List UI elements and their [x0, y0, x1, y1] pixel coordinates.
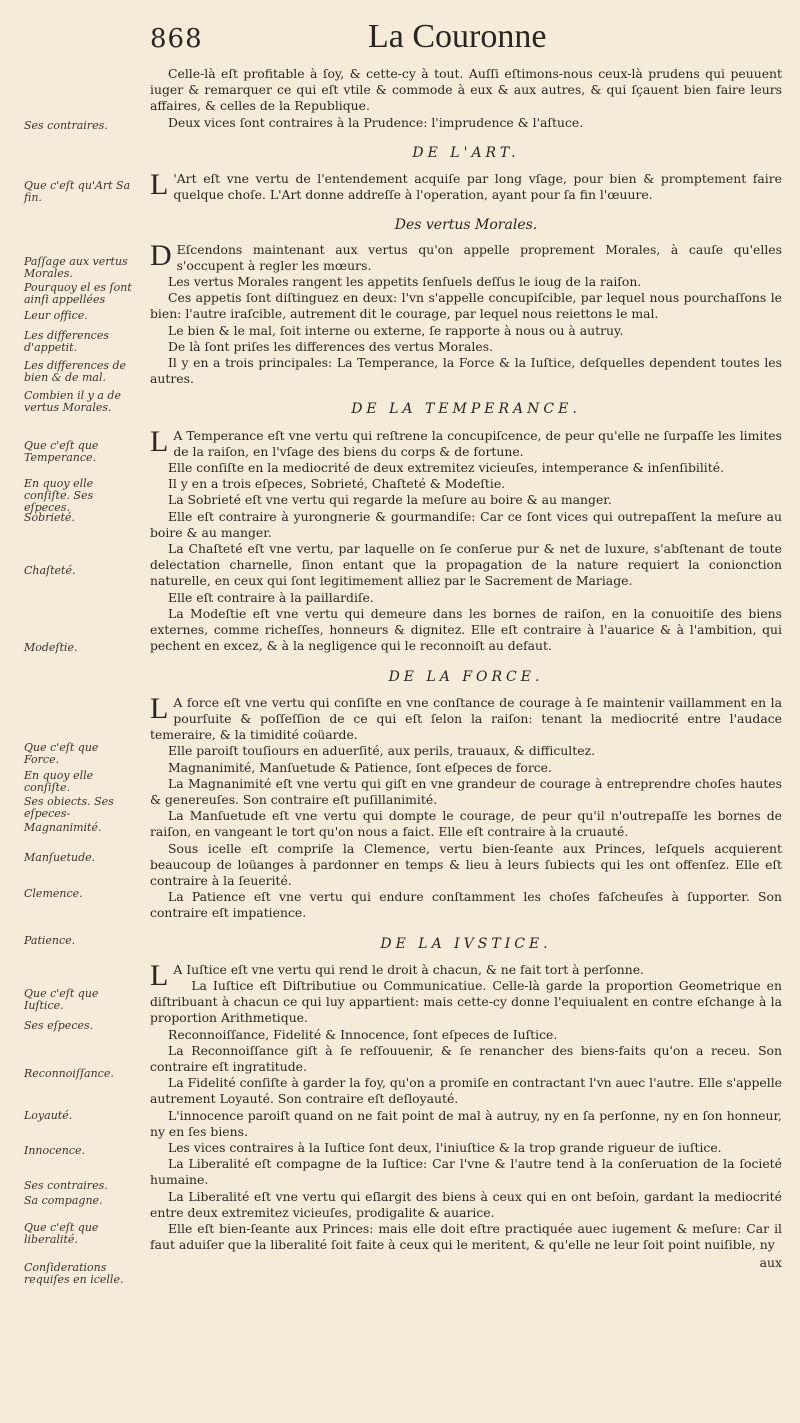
paragraph-text: A Iuſtice eſt vne vertu qui rend le droit à chacun, & ne fait tort à perſonne. — [173, 961, 644, 977]
paragraph: Ces appetis ſont diſtinguez en deux: l'vn s'appelle concupiſcible, par lequel nous pourchaſſons le bien: l'autre iraſcible, autrement dit le courage, par lequel nous reiettons le mal. — [150, 290, 782, 322]
margin-note: Ses contraires. — [24, 119, 108, 132]
margin-note: Loyauté. — [24, 1109, 73, 1122]
paragraph: Elle eſt contraire à yurongnerie & gourmandiſe: Car ce ſont vices qui outrepaſſent la meſure au boire & au manger. — [150, 508, 782, 540]
paragraph-text: A force eſt vne vertu qui conſiſte en vne conſtance de courage à ſe maintenir vaillamment en la pourſuite & poſſeſſion de ce qui eſt ſelon la raiſon: tenant la mediocrité entre l'audace temeraire, & la timidité coüarde. — [150, 694, 782, 743]
catchword: aux — [759, 1255, 782, 1271]
section-title: DE L'ART. — [412, 144, 520, 161]
margin-note: Leur office. — [24, 309, 88, 322]
section-title: Des vertus Morales. — [394, 217, 538, 234]
paragraph: La Fidelité conſiſte à garder la foy, qu'on a promiſe en contractant l'vn auec l'autre. Elle s'appelle autrement Loyauté. Son contraire eſt deſloyauté. — [150, 1075, 782, 1107]
margin-note: Modeſtie. — [24, 641, 78, 654]
paragraph: La Sobrieté eſt vne vertu qui regarde la meſure au boire & au manger. — [168, 492, 612, 508]
paragraph — [150, 168, 782, 203]
margin-note: Les differences de bien & de mal. — [24, 359, 127, 384]
margin-note: Les differences d'appetit. — [24, 329, 109, 354]
paragraph: Le bien & le mal, ſoit interne ou externe, ſe rapporte à nous ou à autruy. — [168, 322, 624, 338]
paragraph: Sous icelle eſt compriſe la Clemence, vertu bien-ſeante aux Princes, leſquels acquierent beaucoup de loüanges à pardonner en temps & lieu à leurs ſubiects qui les ont offenſez. Elle eſt contraire à la ſeuerité. — [150, 840, 782, 888]
paragraph: La Chaſteté eſt vne vertu, par laquelle on ſe conſerue pur & net de luxure, s'abſtenant de toute delectation charnelle, ſinon entant que la propagation de la nature requiert la conionction naturelle, en ceux qui ſont legitimement alliez par le Sacrement de Mariage. — [150, 541, 782, 589]
paragraph — [150, 958, 782, 992]
paragraph: Elle conſiſte en la mediocrité de deux extremitez vicieuſes, intemperance & inſenſibilité. — [168, 460, 725, 476]
margin-note: Chaſteté. — [24, 564, 76, 577]
margin-note: Magnanimité. — [24, 821, 102, 834]
margin-note: Que c'eſt qu'Art Sa fin. — [24, 179, 131, 204]
page-number: 868 — [150, 24, 203, 54]
paragraph — [150, 424, 782, 460]
drop-cap: D — [150, 238, 172, 272]
margin-note: Sobrieté. — [24, 511, 75, 524]
paragraph: Celle-là eſt profitable à ſoy, & cette-cy à tout. Auſſi eſtimons-nous ceux-là prudens qui peuuent iuger & remarquer ce qui eſt vtile & commode à eux & aux autres, & qui ſçauent bien faire leurs affaires, & celles de la Republique. — [150, 66, 782, 114]
main-text — [150, 66, 782, 1272]
margin-note: Que c'eſt que Force. — [24, 741, 99, 766]
drop-cap: L — [150, 168, 169, 202]
paragraph: Il y en a trois eſpeces, Sobrieté, Chaſteté & Modeſtie. — [168, 476, 506, 492]
margin-note: Patience. — [24, 934, 76, 947]
paragraph — [150, 691, 782, 744]
section-title: DE LA IVSTICE. — [380, 935, 552, 952]
margin-note: Clemence. — [24, 887, 83, 900]
page-header — [150, 18, 770, 68]
paragraph-text: A Temperance eſt vne vertu qui reſtrene la concupiſcence, de peur qu'elle ne ſurpaſſe les limites de la raiſon, en l'vſage des biens du corps & de fortune. — [173, 427, 782, 459]
margin-note: En quoy elle conſiſte. — [24, 769, 94, 794]
paragraph: La Reconnoiſſance giſt à ſe reſſouuenir, & ſe renancher des biens-faits qu'on a receu. Son contraire eſt ingratitude. — [150, 1042, 782, 1074]
drop-cap: L — [150, 958, 169, 992]
paragraph: La Modeſtie eſt vne vertu qui demeure dans les bornes de raiſon, en la conuoitiſe des biens externes, comme richeſſes, honneurs & dignitez. Elle eſt contraire à l'auarice & à l'ambition, qui pechent en excez, & à la negligence qui le reconnoiſt au defaut. — [150, 605, 782, 654]
paragraph: Reconnoiſſance, Fidelité & Innocence, ſont eſpeces de Iuſtice. — [168, 1026, 558, 1042]
margin-note: Ses contraires. — [24, 1179, 108, 1192]
paragraph: Elle paroiſt touſiours en aduerſité, aux perils, trauaux, & difficultez. — [168, 743, 596, 759]
margin-note: Ses eſpeces. — [24, 1019, 94, 1032]
section-title: DE LA TEMPERANCE. — [351, 401, 581, 418]
margin-note: Combien il y a de vertus Morales. — [24, 389, 121, 414]
paragraph: La Liberalité eſt compagne de la Iuſtice: Car l'vne & l'autre tend à la conſeruation de la ſocieté humaine. — [150, 1156, 782, 1188]
paragraph: Magnanimité, Manſuetude & Patience, ſont eſpeces de force. — [168, 759, 552, 775]
margin-note: Manſuetude. — [24, 851, 96, 864]
margin-note: Ses obiects. Ses eſpeces- — [24, 795, 114, 820]
margin-note: Pourquoy el es ſont ainſi appellées — [24, 281, 132, 306]
drop-cap: L — [150, 424, 169, 458]
paragraph: La Liberalité eſt vne vertu qui eſlargit des biens à ceux qui en ont beſoin, gardant la mediocrité entre deux extremitez vicieuſes, prodigalite & auarice. — [150, 1188, 782, 1220]
paragraph: La Magnanimité eſt vne vertu qui giſt en vne grandeur de courage à entreprendre choſes hautes & genereuſes. Son contraire eſt puſillanimité. — [150, 775, 782, 807]
section-title: DE LA FORCE. — [388, 668, 544, 685]
paragraph: L'innocence paroiſt quand on ne fait point de mal à autruy, ny en ſa perſonne, ny en ſon honneur, ny en ſes biens. — [150, 1107, 782, 1139]
paragraph: Les vertus Morales rangent les appetits ſenſuels deſſus le ioug de la raiſon. — [168, 274, 642, 290]
margin-note: Reconnoiſſance. — [24, 1067, 114, 1080]
paragraph: La Manſuetude eſt vne vertu qui dompte le courage, de peur qu'il n'outrepaſſe les bornes de raiſon, en vangeant le tort qu'on nous a faict. Elle eſt contraire à la cruauté. — [150, 808, 782, 840]
margin-note: Innocence. — [24, 1144, 86, 1157]
paragraph — [150, 238, 782, 274]
margin-note: En quoy elle conſiſte. Ses eſpeces. — [24, 477, 94, 514]
paragraph: Deux vices ſont contraires à la Prudence: l'imprudence & l'aſtuce. — [168, 114, 584, 130]
paragraph: Elle eſt contraire à la paillardiſe. — [168, 589, 374, 605]
drop-cap: L — [150, 691, 169, 725]
running-title: La Couronne — [368, 18, 547, 55]
paragraph: Il y en a trois principales: La Temperance, la Force & la Iuſtice, deſquelles dependent toutes les autres. — [150, 355, 782, 387]
margin-note: Que c'eſt que Iuſtice. — [24, 987, 99, 1012]
paragraph: De là ſont priſes les differences des vertus Morales. — [168, 338, 494, 354]
margin-note: Conſiderations requiſes en icelle. — [24, 1261, 124, 1286]
margin-note: Que c'eſt que liberalité. — [24, 1221, 99, 1246]
paragraph-text: Eſcendons maintenant aux vertus qu'on appelle proprement Morales, à cauſe qu'elles s'occupent à regler les mœurs. — [176, 241, 782, 273]
paragraph: Elle eſt bien-ſeante aux Princes: mais elle doit eſtre practiquée auec iugement & meſure: Car il faut aduiſer que la liberalité ſoit faite à ceux qui le meritent, & qu'elle ne leur ſoit point nuiſible, ny — [150, 1221, 782, 1253]
margin-note: Que c'eſt que Temperance. — [24, 439, 99, 464]
paragraph: La Patience eſt vne vertu qui endure conſtamment les choſes faſcheuſes à ſupporter. Son contraire eſt impatience. — [150, 889, 782, 921]
paragraph: La Iuſtice eſt Diſtributiue ou Communicatiue. Celle-là garde la proportion Geometrique en diſtribuant à chacun ce qui luy appartient: mais cette-cy donne l'equiualent en contre eſchange à la proportion Arithmetique. — [150, 977, 782, 1026]
paragraph-text: 'Art eſt vne vertu de l'entendement acquiſe par long vſage, pour bien & promptement faire quelque choſe. L'Art donne addreſſe à l'operation, ayant pour ſa fin l'œuure. — [173, 171, 782, 203]
margin-notes — [24, 0, 136, 1423]
margin-note: Paſſage aux vertus Morales. — [24, 255, 128, 280]
margin-note: Sa compagne. — [24, 1194, 103, 1207]
paragraph: Les vices contraires à la Iuſtice ſont deux, l'iniuſtice & la trop grande rigueur de iuſtice. — [168, 1139, 722, 1155]
